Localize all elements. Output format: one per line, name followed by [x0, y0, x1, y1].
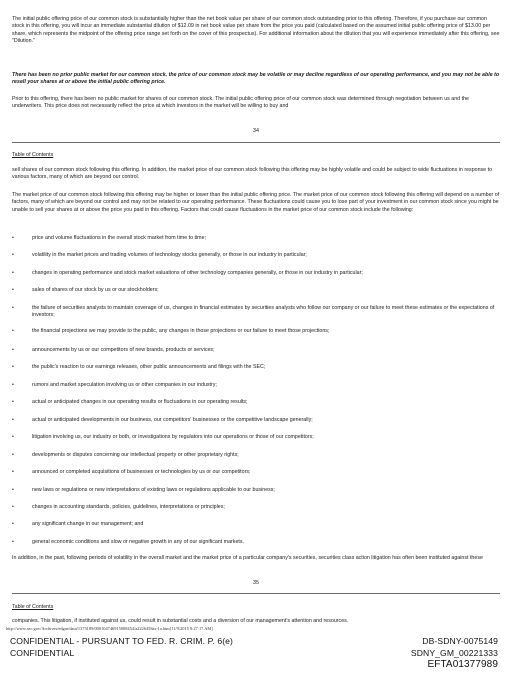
bullet-icon: •	[12, 235, 14, 241]
bullet-icon: •	[12, 452, 14, 458]
volatility-paragraph: sell shares of our common stock following this offering. In addition, the market price of our common stock following this offering may be highly volatile and could be subject to wide fluctuations in response to various factors, many of which are beyond our control.	[12, 167, 493, 181]
bullet-icon: •	[12, 434, 14, 440]
dilution-paragraph: The initial public offering price of our common stock is substantially higher than the net book value per share of our common stock outstanding prior to this offering. Therefore, if you purchase our common stock in this offering, you will incur an immediate substantial dilution of $12.09 in net book value per share from the price you paid (calculated based on the assumed initial public offering price of $13.00 per share, which represents the midpoint of the offering price range set forth on the cover of this prospectus). For additional information about the dilution that you will experience immediately after this offering, see "Dilution."	[12, 16, 500, 45]
bullet-icon: •	[12, 270, 14, 276]
bullet-icon: •	[12, 328, 14, 334]
bullet-icon: •	[12, 347, 14, 353]
source-url: http://www.sec.gov/Archives/edgar/data/1375189/000104746915008454/a2226458zs-1a.htm[11/9/2015 9:27:17 AM]	[6, 626, 213, 631]
bullet-icon: •	[12, 487, 14, 493]
page-number-34: 34	[253, 128, 259, 134]
confidential-notice: CONFIDENTIAL - PURSUANT TO FED. R. CRIM. P. 6(e)	[10, 636, 234, 646]
bullet-icon: •	[12, 382, 14, 388]
bullet-icon: •	[12, 399, 14, 405]
page-divider	[12, 593, 500, 594]
risk-heading: There has been no prior public market for our common stock, the price of our common stock may be volatile or may decline regardless of our operating performance, and you may not be able to resell your shares at or above the initial public offering price.	[12, 72, 500, 86]
litigation-costs-paragraph: companies. This litigation, if instituted against us, could result in substantial costs and a diversion of our management's attention and resources.	[12, 618, 349, 624]
document-page: The initial public offering price of our common stock is substantially higher than the net book value per share of our common stock outstanding prior to this offering. Therefore, if you purchase our common stock in this offering, you will incur an immediate substantial dilution of $12.09 in net book value per share from the price you paid (calculated based on the assumed initial public offering price of $13.00 per share, which represents the midpoint of the offering price range set forth on the cover of this prospectus). For additional information about the dilution that you will experience immediately after this offering, see "Dilution." There has been no prior public market for our common stock, the price of our common stock may be volatile or may decline regardless of our operating performance, and you may not be able to resell your shares at or above the initial public offering price. Prior to this offering, there has been no public market for shares of our common stock. The initial public offering price of our common stock was determined through negotiation between us and the underwriters. This price does not necessarily reflect the price at which investors in the market will be willing to buy and 34 Table of Contents sell shares of our common stock following this offering. In addition, the market price of our common stock following this offering may be highly volatile and could be subject to wide fluctuations in response to various factors, many of which are beyond our control. The market price of our common stock following this offering may be higher or lower than the initial public offering price. The market price of our common stock following this offering will depend on a number of factors, many of which are beyond our control and may not be related to our operating performance. These fluctuations could cause you to lose part of your investment in our common stock since you might be unable to sell your shares at or above the price you paid in this offering. Factors that could cause fluctuations in the market price of our common stock include the following: • price and volume fluctuations in the overall stock market from time to time; • volatility in the market prices and trading volumes of technology stocks generally, or those in our industry in particular; • changes in operating performance and stock market valuations of other technology companies generally, or those in our industry in particular; • sales of shares of our stock by us or our stockholders; • the failure of securities analysts to maintain coverage of us, changes in financial estimates by securities analysts who follow our company or our failure to meet these estimates or the expectations of investors; • the financial projections we may provide to the public, any changes in those projections or our failure to meet those projections; • announcements by us or our competitors of new brands, products or services; • the public's reaction to our earnings releases, other public announcements and filings with the SEC; • rumors and market speculation involving us or other companies in our industry; • actual or anticipated changes in our operating results or fluctuations in our operating results; • actual or anticipated developments in our business, our competitors' businesses or the competitive landscape generally; • litigation involving us, our industry or both, or investigations by regulators into our operations or those of our competitors; • developments or disputes concerning our intellectual property or other proprietary rights; • announced or completed acquisitions of businesses or technologies by us or our competitors; • new laws or regulations or new interpretations of existing laws or regulations applicable to our business; • changes in accounting standards, policies, guidelines, interpretations or principles; • any significant change in our management; and • general economic conditions and slow or negative growth in any of our significant markets. In addition, in the past, following periods of volatility in the overall market and the market price of a particular company's securities, securities class action litigation has often been instituted against these 35 Table of Contents companies. This litigation, if instituted against us, could result in substantial costs and a diversion of our management's attention and resources. http://www.sec.gov/Archives/edgar/data/1375189/000104746915008454/a2226458zs-1a.htm[11/9/2015 9:27:17 AM] CONFIDENTIAL - PURSUANT TO FED. R. CRIM. P. 6(e) CONFIDENTIAL DB-SDNY-0075149 SDNY_GM_00221333 EFTA01377989	[0, 0, 512, 699]
bates-number-db: DB-SDNY-0075149	[422, 636, 498, 646]
no-public-market-paragraph: Prior to this offering, there has been no public market for shares of our common stock. The initial public offering price of our common stock was determined through negotiation between us and the underwriters. This price does not necessarily reflect the price at which investors in the market will be willing to buy and	[12, 96, 469, 110]
table-of-contents-link[interactable]: Table of Contents	[12, 604, 54, 610]
bullet-icon: •	[12, 469, 14, 475]
bullet-icon: •	[12, 539, 14, 545]
bullet-icon: •	[12, 305, 14, 311]
bates-number-sdny: SDNY_GM_00221333	[410, 648, 498, 658]
bates-number-efta: EFTA01377989	[427, 659, 498, 670]
bullet-icon: •	[12, 504, 14, 510]
bullet-icon: •	[12, 417, 14, 423]
table-of-contents-link[interactable]: Table of Contents	[12, 152, 54, 158]
market-price-paragraph: The market price of our common stock following this offering may be higher or lower than the initial public offering price. The market price of our common stock following this offering will depend on a number of factors, many of which are beyond our control and may not be related to our operating performance. These fluctuations could cause you to lose part of your investment in our common stock since you might be unable to sell your shares at or above the price you paid in this offering. Factors that could cause fluctuations in the market price of our common stock include the following:	[12, 192, 500, 213]
bullet-icon: •	[12, 287, 14, 293]
bullet-icon: •	[12, 521, 14, 527]
page-divider	[12, 142, 500, 143]
bullet-icon: •	[12, 364, 14, 370]
litigation-paragraph: In addition, in the past, following periods of volatility in the overall market and the market price of a particular company's securities, securities class action litigation has often been instituted against these	[12, 555, 483, 561]
bullet-icon: •	[12, 252, 14, 258]
page-number-35: 35	[253, 580, 259, 586]
confidential-label: CONFIDENTIAL	[10, 648, 75, 658]
